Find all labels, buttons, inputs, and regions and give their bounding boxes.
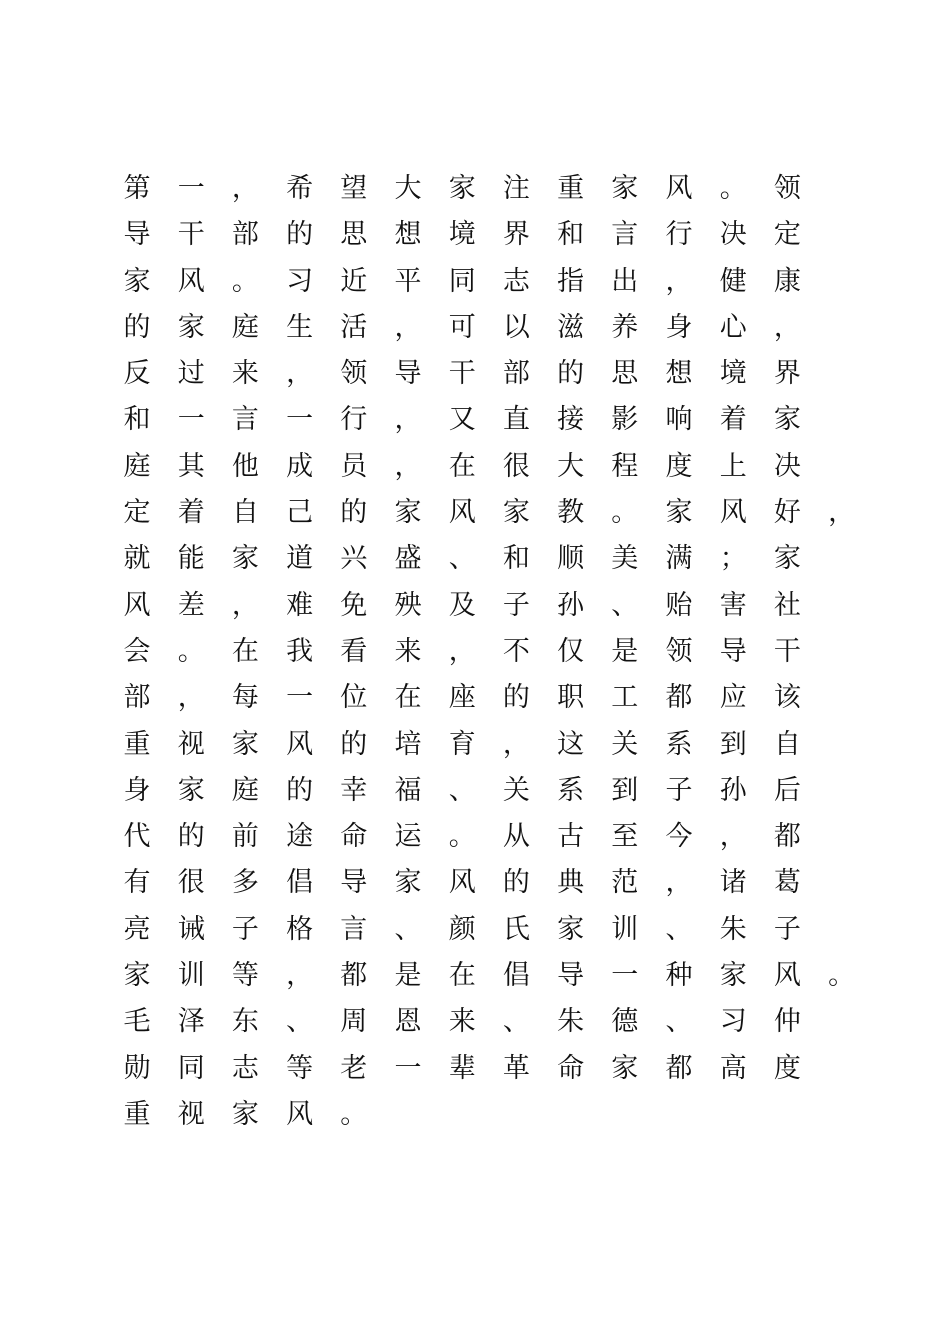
text-glyph: 其 [177, 450, 205, 482]
text-glyph: 风 [286, 1098, 314, 1130]
text-glyph: 到 [611, 774, 639, 806]
text-glyph: 一 [177, 404, 205, 436]
text-glyph: 运 [394, 821, 422, 853]
text-glyph: 诫 [177, 913, 205, 945]
text-glyph: 的 [502, 682, 530, 714]
text-glyph: 周 [340, 1006, 368, 1038]
text-glyph: 。 [719, 173, 747, 204]
text-glyph: 一 [394, 1052, 422, 1084]
text-glyph: 家 [394, 867, 422, 899]
text-glyph: 的 [340, 497, 368, 529]
text-glyph: 他 [231, 450, 259, 482]
text-glyph: 到 [719, 728, 747, 760]
text-glyph: 着 [719, 404, 747, 436]
text-glyph: 家 [773, 543, 801, 575]
text-glyph: 不 [502, 635, 530, 667]
text-glyph: 直 [502, 404, 530, 436]
text-glyph: 一 [286, 682, 314, 714]
text-glyph: 风 [177, 265, 205, 297]
text-glyph: 家 [123, 265, 151, 297]
text-line [122, 308, 882, 354]
text-glyph: 程 [611, 450, 639, 482]
text-glyph: 范 [611, 867, 639, 899]
text-glyph: 倡 [286, 867, 314, 899]
text-glyph: 、 [448, 774, 476, 806]
text-glyph: 家 [123, 960, 151, 992]
text-glyph: 同 [448, 265, 476, 297]
text-glyph: 视 [177, 1098, 205, 1130]
text-glyph: 命 [557, 1052, 585, 1084]
text-glyph: 庭 [123, 450, 151, 482]
text-glyph: 子 [502, 589, 530, 621]
text-glyph: 重 [123, 1098, 151, 1130]
text-glyph: 训 [177, 960, 205, 992]
text-glyph: 家 [448, 173, 476, 204]
text-glyph: 系 [557, 774, 585, 806]
text-glyph: 能 [177, 543, 205, 575]
text-glyph: 志 [502, 265, 530, 297]
text-glyph: 一 [286, 404, 314, 436]
text-glyph: 平 [394, 265, 422, 297]
text-glyph: 等 [286, 1052, 314, 1084]
text-glyph: 行 [665, 219, 693, 251]
text-glyph: 等 [231, 960, 259, 992]
text-glyph: 来 [448, 1006, 476, 1038]
text-glyph: 每 [231, 682, 259, 714]
text-glyph: 风 [448, 867, 476, 899]
text-glyph: 格 [286, 913, 314, 945]
text-glyph: 是 [394, 960, 422, 992]
text-glyph: ， [394, 450, 422, 482]
text-glyph: 满 [665, 543, 693, 575]
text-glyph: 多 [231, 867, 259, 899]
text-glyph: 言 [231, 404, 259, 436]
text-line [122, 725, 882, 771]
text-glyph: 过 [177, 358, 205, 390]
text-line [122, 863, 882, 909]
text-line [122, 400, 882, 446]
text-glyph: 都 [665, 1052, 693, 1084]
text-glyph: 家 [773, 404, 801, 436]
text-glyph: 应 [719, 682, 747, 714]
text-glyph: 子 [231, 913, 259, 945]
text-glyph: 我 [286, 635, 314, 667]
text-glyph: 殃 [394, 589, 422, 621]
text-glyph: 风 [773, 960, 801, 992]
text-glyph: 社 [773, 589, 801, 621]
text-glyph: 东 [231, 1006, 259, 1038]
text-glyph: 免 [340, 589, 368, 621]
text-glyph: 界 [502, 219, 530, 251]
text-line [122, 910, 882, 956]
text-glyph: 部 [123, 682, 151, 714]
text-line [122, 1049, 882, 1095]
text-glyph: 的 [557, 358, 585, 390]
text-glyph: 仅 [557, 635, 585, 667]
text-glyph: 子 [665, 774, 693, 806]
text-glyph: 部 [502, 358, 530, 390]
text-glyph: 。 [448, 821, 476, 853]
text-glyph: 心 [719, 311, 747, 343]
text-glyph: 会 [123, 635, 151, 667]
text-glyph: ， [177, 682, 205, 714]
text-glyph: 勋 [123, 1052, 151, 1084]
text-glyph: 想 [665, 358, 693, 390]
text-glyph: 的 [502, 867, 530, 899]
text-glyph: 养 [611, 311, 639, 343]
text-glyph: 以 [502, 311, 530, 343]
text-glyph: 度 [773, 1052, 801, 1084]
text-glyph: ， [665, 265, 693, 297]
text-glyph: 。 [828, 960, 856, 992]
text-glyph: 葛 [773, 867, 801, 899]
text-glyph: 座 [448, 682, 476, 714]
text-glyph: ， [231, 589, 259, 621]
text-glyph: 望 [340, 173, 368, 204]
text-glyph: 定 [123, 497, 151, 529]
text-glyph: 活 [340, 311, 368, 343]
text-glyph: 盛 [394, 543, 422, 575]
text-glyph: 导 [340, 867, 368, 899]
text-glyph: 差 [177, 589, 205, 621]
text-glyph: 重 [557, 173, 585, 204]
text-glyph: 领 [773, 173, 801, 204]
text-glyph: 员 [340, 450, 368, 482]
text-glyph: 道 [286, 543, 314, 575]
text-glyph: 思 [340, 219, 368, 251]
text-glyph: 自 [231, 497, 259, 529]
text-glyph: 家 [665, 497, 693, 529]
text-glyph: 在 [448, 960, 476, 992]
text-glyph: 、 [502, 1006, 530, 1038]
text-glyph: 庭 [231, 774, 259, 806]
text-glyph: 革 [502, 1052, 530, 1084]
text-glyph: ， [286, 358, 314, 390]
text-glyph: 导 [123, 219, 151, 251]
text-glyph: 泽 [177, 1006, 205, 1038]
text-glyph: 影 [611, 404, 639, 436]
text-glyph: 家 [557, 913, 585, 945]
text-glyph: 的 [123, 311, 151, 343]
text-glyph: ， [828, 497, 856, 529]
text-glyph: 言 [611, 219, 639, 251]
text-line [122, 215, 882, 261]
text-glyph: 言 [340, 913, 368, 945]
text-glyph: 己 [286, 497, 314, 529]
text-glyph: 仲 [773, 1006, 801, 1038]
text-glyph: 大 [557, 450, 585, 482]
text-line [122, 771, 882, 817]
text-glyph: 思 [611, 358, 639, 390]
text-glyph: 希 [286, 173, 314, 204]
text-glyph: 和 [502, 543, 530, 575]
text-glyph: 恩 [394, 1006, 422, 1038]
text-glyph: 朱 [719, 913, 747, 945]
text-glyph: 家 [394, 497, 422, 529]
text-line [122, 1002, 882, 1048]
text-glyph: 培 [394, 728, 422, 760]
text-line [122, 678, 882, 724]
text-glyph: 同 [177, 1052, 205, 1084]
text-glyph: 贻 [665, 589, 693, 621]
text-glyph: 家 [231, 543, 259, 575]
text-glyph: 家 [231, 728, 259, 760]
text-glyph: 风 [286, 728, 314, 760]
text-glyph: 系 [665, 728, 693, 760]
text-line [122, 493, 882, 539]
text-glyph: 生 [286, 311, 314, 343]
text-glyph: 高 [719, 1052, 747, 1084]
text-glyph: 颜 [448, 913, 476, 945]
text-glyph: 古 [557, 821, 585, 853]
text-glyph: 代 [123, 821, 151, 853]
text-glyph: ， [448, 635, 476, 667]
text-glyph: 顺 [557, 543, 585, 575]
text-glyph: 一 [611, 960, 639, 992]
text-glyph: 途 [286, 821, 314, 853]
text-glyph: ， [394, 404, 422, 436]
text-glyph: 氏 [502, 913, 530, 945]
text-glyph: 关 [502, 774, 530, 806]
text-glyph: 工 [611, 682, 639, 714]
text-glyph: 毛 [123, 1006, 151, 1038]
text-glyph: 近 [340, 265, 368, 297]
text-glyph: 职 [557, 682, 585, 714]
text-glyph: 好 [773, 497, 801, 529]
text-glyph: 指 [557, 265, 585, 297]
text-glyph: 该 [773, 682, 801, 714]
body-text [122, 169, 882, 1141]
text-glyph: 子 [773, 913, 801, 945]
text-glyph: 种 [665, 960, 693, 992]
text-line [122, 632, 882, 678]
text-glyph: 家 [611, 173, 639, 204]
text-glyph: 家 [502, 497, 530, 529]
text-glyph: 自 [773, 728, 801, 760]
text-glyph: 家 [177, 774, 205, 806]
text-glyph: ， [719, 821, 747, 853]
text-glyph: 可 [448, 311, 476, 343]
text-glyph: ， [665, 867, 693, 899]
text-glyph: 难 [286, 589, 314, 621]
text-line [122, 262, 882, 308]
text-glyph: 命 [340, 821, 368, 853]
text-glyph: 至 [611, 821, 639, 853]
text-glyph: 、 [448, 543, 476, 575]
text-glyph: 训 [611, 913, 639, 945]
text-glyph: 都 [773, 821, 801, 853]
text-glyph: 健 [719, 265, 747, 297]
text-glyph: 着 [177, 497, 205, 529]
text-glyph: 和 [557, 219, 585, 251]
text-glyph: 界 [773, 358, 801, 390]
text-glyph: 行 [340, 404, 368, 436]
text-glyph: 就 [123, 543, 151, 575]
text-glyph: 孙 [557, 589, 585, 621]
text-glyph: 的 [286, 774, 314, 806]
text-glyph: 领 [340, 358, 368, 390]
text-glyph: 很 [502, 450, 530, 482]
text-glyph: 在 [231, 635, 259, 667]
text-glyph: 很 [177, 867, 205, 899]
text-line [122, 817, 882, 863]
text-glyph: ， [773, 311, 801, 343]
text-line [122, 169, 882, 215]
text-glyph: 、 [394, 913, 422, 945]
text-glyph: 家 [719, 960, 747, 992]
text-line [122, 539, 882, 585]
text-glyph: 。 [231, 265, 259, 297]
text-glyph: 倡 [502, 960, 530, 992]
text-glyph: 从 [502, 821, 530, 853]
text-glyph: 有 [123, 867, 151, 899]
text-glyph: 一 [177, 173, 205, 204]
text-glyph: 是 [611, 635, 639, 667]
text-glyph: 孙 [719, 774, 747, 806]
text-glyph: 这 [557, 728, 585, 760]
text-glyph: 兴 [340, 543, 368, 575]
text-glyph: 康 [773, 265, 801, 297]
text-glyph: 诸 [719, 867, 747, 899]
text-glyph: 反 [123, 358, 151, 390]
text-glyph: 导 [557, 960, 585, 992]
text-glyph: 定 [773, 219, 801, 251]
text-glyph: 在 [448, 450, 476, 482]
text-glyph: 家 [231, 1098, 259, 1130]
text-glyph: 美 [611, 543, 639, 575]
text-glyph: ， [502, 728, 530, 760]
text-glyph: 风 [665, 173, 693, 204]
text-glyph: 害 [719, 589, 747, 621]
text-glyph: 风 [448, 497, 476, 529]
text-glyph: 福 [394, 774, 422, 806]
text-glyph: 。 [611, 497, 639, 529]
text-glyph: 部 [231, 219, 259, 251]
text-glyph: 、 [665, 1006, 693, 1038]
text-glyph: 境 [719, 358, 747, 390]
text-glyph: 又 [448, 404, 476, 436]
text-glyph: 决 [773, 450, 801, 482]
text-glyph: 风 [123, 589, 151, 621]
text-glyph: 、 [665, 913, 693, 945]
text-glyph: 都 [665, 682, 693, 714]
text-glyph: 看 [340, 635, 368, 667]
text-glyph: 习 [719, 1006, 747, 1038]
text-glyph: 家 [177, 311, 205, 343]
text-glyph: 接 [557, 404, 585, 436]
text-glyph: 导 [719, 635, 747, 667]
text-glyph: 重 [123, 728, 151, 760]
text-glyph: 成 [286, 450, 314, 482]
text-glyph: ， [286, 960, 314, 992]
text-glyph: 上 [719, 450, 747, 482]
text-glyph: 亮 [123, 913, 151, 945]
text-glyph: 的 [340, 728, 368, 760]
text-glyph: 决 [719, 219, 747, 251]
text-glyph: 教 [557, 497, 585, 529]
text-glyph: 前 [231, 821, 259, 853]
text-glyph: 注 [502, 173, 530, 204]
text-glyph: 响 [665, 404, 693, 436]
text-glyph: 大 [394, 173, 422, 204]
text-glyph: 的 [286, 219, 314, 251]
text-glyph: 志 [231, 1052, 259, 1084]
text-glyph: 视 [177, 728, 205, 760]
text-glyph: 第 [123, 173, 151, 204]
text-glyph: 习 [286, 265, 314, 297]
text-glyph: 及 [448, 589, 476, 621]
text-glyph: 关 [611, 728, 639, 760]
text-glyph: 家 [611, 1052, 639, 1084]
text-glyph: 庭 [231, 311, 259, 343]
text-glyph: 身 [123, 774, 151, 806]
text-glyph: 身 [665, 311, 693, 343]
text-glyph: 朱 [557, 1006, 585, 1038]
text-line [122, 586, 882, 632]
text-glyph: 境 [448, 219, 476, 251]
text-glyph: 德 [611, 1006, 639, 1038]
text-glyph: 度 [665, 450, 693, 482]
text-glyph: 来 [394, 635, 422, 667]
text-glyph: 、 [286, 1006, 314, 1038]
text-glyph: 今 [665, 821, 693, 853]
text-glyph: ， [394, 311, 422, 343]
text-glyph: 在 [394, 682, 422, 714]
text-glyph: 出 [611, 265, 639, 297]
text-glyph: 育 [448, 728, 476, 760]
text-glyph: 、 [611, 589, 639, 621]
text-line [122, 956, 882, 1002]
text-glyph: 导 [394, 358, 422, 390]
text-glyph: 干 [448, 358, 476, 390]
text-glyph: 典 [557, 867, 585, 899]
text-line [122, 447, 882, 493]
text-glyph: 领 [665, 635, 693, 667]
text-glyph: 。 [340, 1098, 368, 1130]
text-glyph: 。 [177, 635, 205, 667]
text-line [122, 1095, 882, 1141]
text-glyph: 想 [394, 219, 422, 251]
text-glyph: 老 [340, 1052, 368, 1084]
text-glyph: 辈 [448, 1052, 476, 1084]
text-glyph: 后 [773, 774, 801, 806]
text-glyph: 和 [123, 404, 151, 436]
text-glyph: 滋 [557, 311, 585, 343]
text-glyph: 都 [340, 960, 368, 992]
text-glyph: 的 [177, 821, 205, 853]
text-glyph: 幸 [340, 774, 368, 806]
text-glyph: 来 [231, 358, 259, 390]
text-glyph: ； [719, 543, 747, 575]
text-glyph: 干 [773, 635, 801, 667]
text-glyph: 干 [177, 219, 205, 251]
text-glyph: 位 [340, 682, 368, 714]
text-glyph: 风 [719, 497, 747, 529]
text-line [122, 354, 882, 400]
text-glyph: ， [231, 173, 259, 204]
